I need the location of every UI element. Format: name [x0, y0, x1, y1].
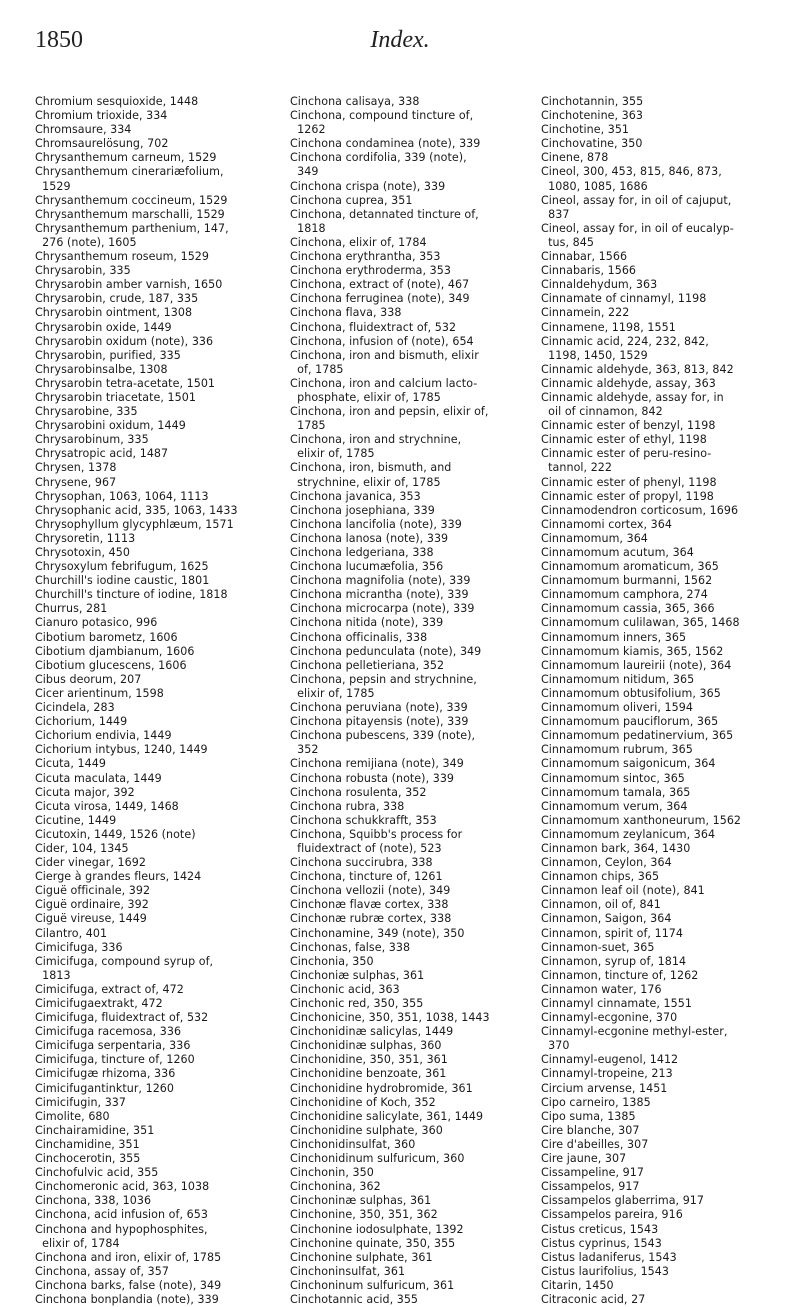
index-entry: Cinchonia, 350 — [290, 954, 374, 968]
index-entry: Cinnamon water, 176 — [541, 982, 662, 996]
index-entry: Cimolite, 680 — [35, 1109, 110, 1123]
index-column-2 — [290, 95, 530, 1307]
index-entry: Cinchonic acid, 363 — [290, 982, 400, 996]
index-entry: Cinchona pedunculata (note), 349 — [290, 644, 482, 658]
index-entry: Cinchona vellozii (note), 349 — [290, 884, 451, 898]
index-entry: Cistus creticus, 1543 — [541, 1222, 659, 1236]
index-entry: Chrysoretin, 1113 — [35, 531, 136, 545]
index-entry: Cimicifuga, compound syrup of, 1813 — [35, 954, 214, 982]
index-entry: Cianuro potasico, 996 — [35, 616, 158, 630]
index-entry: Chrysanthemum marschalli, 1529 — [35, 207, 225, 221]
index-entry: Cinene, 878 — [541, 151, 609, 165]
index-entry: Cibus deorum, 207 — [35, 672, 142, 686]
index-entry: Cinnaldehydum, 363 — [541, 278, 658, 292]
index-entry: Chrysanthemum cinerariæfolium, 1529 — [35, 165, 224, 193]
index-entry: Cinnamodendron corticosum, 1696 — [541, 503, 739, 517]
index-entry: Ciguë ordinaire, 392 — [35, 898, 149, 912]
index-entry: Cinchona lucumæfolia, 356 — [290, 560, 444, 574]
index-entry: Cicuta major, 392 — [35, 785, 135, 799]
index-entry: Chrysarobin, crude, 187, 335 — [35, 292, 199, 306]
index-entry: Cicuta virosa, 1449, 1468 — [35, 799, 179, 813]
index-entry: Ciguë vireuse, 1449 — [35, 912, 147, 926]
index-entry: Cibotium glucescens, 1606 — [35, 658, 187, 672]
index-entry: Cinchona erythrantha, 353 — [290, 250, 441, 264]
index-entry: Cibotium djambianum, 1606 — [35, 644, 195, 658]
index-entry: Cinchona schukkrafft, 353 — [290, 813, 437, 827]
index-entry: Cissampelos pareira, 916 — [541, 1208, 683, 1222]
index-entry: Cinchona condaminea (note), 339 — [290, 137, 481, 151]
index-entry: Cinnamein, 222 — [541, 306, 630, 320]
index-entry: Cinchofulvic acid, 355 — [35, 1166, 159, 1180]
index-entry: Cinchona pitayensis (note), 339 — [290, 715, 469, 729]
index-entry: Cinchona and iron, elixir of, 1785 — [35, 1250, 222, 1264]
index-entry: Cipo suma, 1385 — [541, 1109, 636, 1123]
index-entry: Cilantro, 401 — [35, 926, 108, 940]
index-entry: Chrysarobinsalbe, 1308 — [35, 362, 168, 376]
index-entry: Cinchona lanosa (note), 339 — [290, 531, 449, 545]
index-entry: Cimicifuga, fluidextract of, 532 — [35, 1011, 209, 1025]
index-entry: Cinchona microcarpa (note), 339 — [290, 602, 475, 616]
index-entry: Cinchonidine sulphate, 360 — [290, 1123, 443, 1137]
index-entry: Cinchona officinalis, 338 — [290, 630, 428, 644]
index-entry: Chromium sesquioxide, 1448 — [35, 95, 199, 108]
index-entry: Citarin, 1450 — [541, 1278, 614, 1292]
index-entry: Cinnamomum, 364 — [541, 531, 648, 545]
index-entry: Cinnabaris, 1566 — [541, 264, 637, 278]
index-entry: Cinnamene, 1198, 1551 — [541, 320, 676, 334]
index-entry: Cinchona pubescens, 339 (note), 352 — [290, 729, 476, 757]
index-entry: Cinnamic ester of peru-resino- tannol, 222 — [541, 447, 712, 475]
index-entry: Cinnamic ester of benzyl, 1198 — [541, 419, 716, 433]
index-entry: Cinchonidine, 350, 351, 361 — [290, 1053, 448, 1067]
index-entry: Chrysotoxin, 450 — [35, 546, 130, 559]
index-entry: Cimicifuga serpentaria, 336 — [35, 1039, 191, 1053]
index-entry: Cinchonine sulphate, 361 — [290, 1250, 433, 1264]
index-entry: Cinchotannic acid, 355 — [290, 1292, 419, 1306]
index-entry: Cinnamate of cinnamyl, 1198 — [541, 292, 707, 306]
index-entry: Chrysarobine, 335 — [35, 405, 138, 419]
index-entry: Cinchona peruviana (note), 339 — [290, 701, 468, 715]
index-entry: Cinchona, tincture of, 1261 — [290, 870, 443, 884]
index-entry: Cinchonidine salicylate, 361, 1449 — [290, 1109, 484, 1123]
index-entry: Chrysanthemum coccineum, 1529 — [35, 193, 228, 207]
index-entry: Cinnamomum acutum, 364 — [541, 546, 694, 559]
index-entry: Cinchona, infusion of (note), 654 — [290, 334, 474, 348]
index-entry: Cicuta, 1449 — [35, 757, 106, 771]
page-title: Index. — [370, 27, 430, 53]
index-entry: Cibotium barometz, 1606 — [35, 630, 178, 644]
index-entry: Cinchona cordifolia, 339 (note), 349 — [290, 151, 467, 179]
index-entry: Cinchonamine, 349 (note), 350 — [290, 926, 465, 940]
index-entry: Cinnamic acid, 224, 232, 842, 1198, 1450, 1529 — [541, 334, 709, 362]
index-entry: Cinnamic aldehyde, 363, 813, 842 — [541, 362, 734, 376]
index-entry: Chromsaurelösung, 702 — [35, 137, 169, 151]
index-entry: Cinnamomum xanthoneurum, 1562 — [541, 813, 742, 827]
index-entry: Cinchonine iodosulphate, 1392 — [290, 1222, 464, 1236]
index-entry: Chrysarobini oxidum, 1449 — [35, 419, 186, 433]
index-entry: Cinchona micrantha (note), 339 — [290, 588, 469, 602]
index-entry: Cierge à grandes fleurs, 1424 — [35, 870, 202, 884]
index-entry: Cichorium endivia, 1449 — [35, 729, 172, 743]
index-entry: Cinnamomi cortex, 364 — [541, 517, 672, 531]
index-entry: Chrysophanic acid, 335, 1063, 1433 — [35, 503, 238, 517]
index-entry: Cinchotenine, 363 — [541, 109, 643, 123]
index-entry: Cinnamon, spirit of, 1174 — [541, 926, 684, 940]
index-entry: Cicuta maculata, 1449 — [35, 771, 162, 785]
index-entry: Cinchona robusta (note), 339 — [290, 771, 455, 785]
page-number: 1850 — [35, 27, 83, 53]
index-entry: Cissampeline, 917 — [541, 1166, 644, 1180]
index-entry: Cimicifuga racemosa, 336 — [35, 1025, 182, 1039]
index-entry: Cicer arientinum, 1598 — [35, 686, 164, 700]
index-entry: Chromium trioxide, 334 — [35, 109, 168, 123]
index-entry: Cinnamon leaf oil (note), 841 — [541, 884, 705, 898]
index-entry: Chrysen, 1378 — [35, 461, 117, 475]
index-entry: Cicutoxin, 1449, 1526 (note) — [35, 827, 196, 841]
index-entry: Cinchotine, 351 — [541, 123, 630, 137]
index-entry: Cimicifuga, tincture of, 1260 — [35, 1053, 195, 1067]
index-entry: Cinchona, fluidextract of, 532 — [290, 320, 457, 334]
index-entry: Cinnamon, tincture of, 1262 — [541, 968, 699, 982]
index-entry: Cinchairamidine, 351 — [35, 1123, 155, 1137]
index-entry: Chrysanthemum roseum, 1529 — [35, 250, 210, 264]
index-column-1 — [35, 95, 275, 1307]
index-entry: Cinnamomum saigonicum, 364 — [541, 757, 716, 771]
index-entry: Cimicifugin, 337 — [35, 1095, 127, 1109]
index-entry: Cineol, 300, 453, 815, 846, 873, 1080, 1085, 1686 — [541, 165, 722, 193]
index-entry: Cinchona lancifolia (note), 339 — [290, 517, 462, 531]
index-entry: Cinnamon, oil of, 841 — [541, 898, 661, 912]
index-entry: Cinnamomum tamala, 365 — [541, 785, 691, 799]
index-entry: Cinchona pelletieriana, 352 — [290, 658, 445, 672]
index-entry: Cinchona calisaya, 338 — [290, 95, 420, 108]
index-entry: Cinchona flava, 338 — [290, 306, 402, 320]
index-entry: Cinchona, compound tincture of, 1262 — [290, 109, 474, 137]
index-entry: Cinnamomum cassia, 365, 366 — [541, 602, 715, 616]
index-entry: Cinchona, acid infusion of, 653 — [35, 1208, 208, 1222]
index-entry: Cinchonidinum sulfuricum, 360 — [290, 1152, 465, 1166]
index-entry: Cimicifuga, 336 — [35, 940, 123, 954]
index-entry: Cinchona barks, false (note), 349 — [35, 1278, 222, 1292]
index-entry: Cinchonidinæ salicylas, 1449 — [290, 1025, 454, 1039]
index-entry: Cinnamomum sintoc, 365 — [541, 771, 685, 785]
index-entry: Cichorium, 1449 — [35, 715, 128, 729]
index-entry: Cinchona, detannated tincture of, 1818 — [290, 207, 479, 235]
index-entry: Cimicifuga, extract of, 472 — [35, 982, 184, 996]
index-entry: Chrysarobin oxidum (note), 336 — [35, 334, 214, 348]
index-entry: Cinchonine, 350, 351, 362 — [290, 1208, 438, 1222]
index-entry: Cinchamidine, 351 — [35, 1137, 140, 1151]
index-entry: Cinnamon-suet, 365 — [541, 940, 655, 954]
index-entry: Cinchona javanica, 353 — [290, 489, 421, 503]
index-entry: Cinchoninæ sulphas, 361 — [290, 1194, 432, 1208]
index-entry: Chrysarobin, purified, 335 — [35, 348, 181, 362]
index-entry: Chrysarobin oxide, 1449 — [35, 320, 172, 334]
index-entry: Cinnamomum rubrum, 365 — [541, 743, 693, 757]
index-entry: Cinchonin, 350 — [290, 1166, 374, 1180]
index-entry: Cinnamomum inners, 365 — [541, 630, 687, 644]
index-entry: Circium arvense, 1451 — [541, 1081, 668, 1095]
index-entry: Cinnamomum pedatinervium, 365 — [541, 729, 734, 743]
index-entry: Cinchonina, 362 — [290, 1180, 381, 1194]
index-entry: Chrysatropic acid, 1487 — [35, 447, 169, 461]
index-entry: Cinchona, extract of (note), 467 — [290, 278, 470, 292]
index-entry: Cinchomeronic acid, 363, 1038 — [35, 1180, 210, 1194]
index-entry: Chrysophyllum glycyphlæum, 1571 — [35, 517, 234, 531]
index-entry: Chrysarobin tetra-acetate, 1501 — [35, 376, 216, 390]
index-entry: Cinnamomum burmanni, 1562 — [541, 574, 713, 588]
index-entry: Cinchona josephiana, 339 — [290, 503, 435, 517]
index-entry: Cinnamyl-ecgonine methyl-ester, 370 — [541, 1025, 728, 1053]
index-entry: Cinnamomum aromaticum, 365 — [541, 560, 719, 574]
index-entry: Cinchonidinæ sulphas, 360 — [290, 1039, 442, 1053]
index-column-3 — [541, 95, 781, 1307]
index-entry: Churchill's tincture of iodine, 1818 — [35, 588, 228, 602]
index-entry: Churchill's iodine caustic, 1801 — [35, 574, 210, 588]
index-entry: Cinnamomum laureirii (note), 364 — [541, 658, 732, 672]
index-entry: Cicindela, 283 — [35, 701, 115, 715]
index-entry: Cinnamomum verum, 364 — [541, 799, 688, 813]
index-entry: Cinnamyl-eugenol, 1412 — [541, 1053, 679, 1067]
index-entry: Cistus laurifolius, 1543 — [541, 1264, 670, 1278]
index-entry: Cichorium intybus, 1240, 1449 — [35, 743, 208, 757]
index-entry: Cinnamic aldehyde, assay for, in oil of cinnamon, 842 — [541, 390, 724, 419]
index-entry: Cinchonidinsulfat, 360 — [290, 1137, 416, 1151]
index-entry: Cimicifugæ rhizoma, 336 — [35, 1067, 176, 1081]
index-entry: Cire jaune, 307 — [541, 1152, 627, 1166]
index-entry: Cinchona and hypophosphites, elixir of, 1784 — [35, 1222, 208, 1250]
index-entry: Cistus ladaniferus, 1543 — [541, 1250, 677, 1264]
index-entry: Cistus cyprinus, 1543 — [541, 1236, 662, 1250]
index-entry: Cinnamomum camphora, 274 — [541, 588, 708, 602]
index-entry: Cinchonidine benzoate, 361 — [290, 1067, 447, 1081]
index-entry: Cinchona, assay of, 357 — [35, 1264, 169, 1278]
index-entry: Cinnamomum culilawan, 365, 1468 — [541, 616, 740, 630]
index-entry: Cinnabar, 1566 — [541, 250, 628, 264]
index-entry: Cinchona, iron, bismuth, and strychnine, elixir of, 1785 — [290, 461, 452, 489]
index-entry: Chrysanthemum parthenium, 147, 276 (note), 1605 — [35, 221, 229, 249]
index-entry: Cider vinegar, 1692 — [35, 856, 146, 870]
index-entry: Cinchona ferruginea (note), 349 — [290, 292, 470, 306]
index-entry: Cider, 104, 1345 — [35, 841, 129, 855]
index-entry: Cissampelos glaberrima, 917 — [541, 1194, 705, 1208]
index-entry: Cimicifugaextrakt, 472 — [35, 997, 163, 1010]
index-entry: Cinchoninsulfat, 361 — [290, 1264, 406, 1278]
index-entry: Cinchona, iron and pepsin, elixir of, 1785 — [290, 405, 489, 433]
index-entry: Cinnamomum oliveri, 1594 — [541, 701, 693, 715]
index-entry: Chrysarobin ointment, 1308 — [35, 306, 193, 320]
index-entry: Cinchonic red, 350, 355 — [290, 997, 424, 1010]
index-entry: Cinnamon bark, 364, 1430 — [541, 841, 691, 855]
index-entry: Cicutine, 1449 — [35, 813, 117, 827]
index-entry: Cire d'abeilles, 307 — [541, 1137, 649, 1151]
index-entry: Cinnamon, syrup of, 1814 — [541, 954, 687, 968]
index-entry: Cinchonæ rubræ cortex, 338 — [290, 912, 452, 926]
index-entry: Cinchona rosulenta, 352 — [290, 785, 427, 799]
index-entry: Chrysophan, 1063, 1064, 1113 — [35, 489, 209, 503]
index-entry: Cinchonine quinate, 350, 355 — [290, 1236, 456, 1250]
index-entry: Cinchona, iron and strychnine, elixir of, 1785 — [290, 433, 462, 461]
index-entry: Churrus, 281 — [35, 602, 108, 616]
index-entry: Cissampelos, 917 — [541, 1180, 640, 1194]
index-entry: Cinnamomum zeylanicum, 364 — [541, 827, 716, 841]
index-entry: Cinchonas, false, 338 — [290, 940, 411, 954]
index-entry: Cinchona rubra, 338 — [290, 799, 405, 813]
index-entry: Cinchona bonplandia (note), 339 — [35, 1292, 219, 1306]
index-entry: Cinchonidine of Koch, 352 — [290, 1095, 436, 1109]
index-entry: Cipo carneiro, 1385 — [541, 1095, 651, 1109]
index-entry: Cinchona remijiana (note), 349 — [290, 757, 464, 771]
index-entry: Chrysarobinum, 335 — [35, 433, 149, 447]
index-entry: Cinnamon, Saigon, 364 — [541, 912, 672, 926]
index-entry: Cinnamon, Ceylon, 364 — [541, 856, 672, 870]
index-entry: Cinnamyl cinnamate, 1551 — [541, 997, 692, 1010]
index-entry: Cinnamyl-tropeine, 213 — [541, 1067, 673, 1081]
index-entry: Cinnamomum pauciflorum, 365 — [541, 715, 719, 729]
index-entry: Cinchoninum sulfuricum, 361 — [290, 1278, 455, 1292]
index-entry: Cinnamyl-ecgonine, 370 — [541, 1011, 678, 1025]
index-entry: Chrysanthemum carneum, 1529 — [35, 151, 217, 165]
index-entry: Cinchona crispa (note), 339 — [290, 179, 446, 193]
index-entry: Ciguë officinale, 392 — [35, 884, 151, 898]
index-entry: Cinchona ledgeriana, 338 — [290, 546, 434, 559]
index-entry: Cinnamomum obtusifolium, 365 — [541, 686, 721, 700]
index-entry: Cinchona, pepsin and strychnine, elixir of, 1785 — [290, 672, 477, 700]
index-entry: Cinchona nitida (note), 339 — [290, 616, 444, 630]
index-entry: Cinchotannin, 355 — [541, 95, 644, 108]
index-entry: Cinnamic aldehyde, assay, 363 — [541, 376, 716, 390]
index-entry: Cinchoniæ sulphas, 361 — [290, 968, 425, 982]
index-entry: Cinnamomum kiamis, 365, 1562 — [541, 644, 724, 658]
index-entry: Cinchonæ flavæ cortex, 338 — [290, 898, 449, 912]
index-entry: Cinchona cuprea, 351 — [290, 193, 413, 207]
index-entry: Chrysene, 967 — [35, 475, 117, 489]
index-entry: Cinnamic ester of propyl, 1198 — [541, 489, 714, 503]
index-entry: Cinchona, elixir of, 1784 — [290, 235, 427, 249]
index-entry: Chromsaure, 334 — [35, 123, 132, 137]
index-entry: Cinnamic ester of ethyl, 1198 — [541, 433, 707, 447]
index-entry: Cinchonidine hydrobromide, 361 — [290, 1081, 473, 1095]
index-entry: Chrysarobin triacetate, 1501 — [35, 390, 196, 404]
index-entry: Cinchona, 338, 1036 — [35, 1194, 152, 1208]
index-entry: Chrysarobin, 335 — [35, 264, 131, 278]
index-entry: Cinnamon chips, 365 — [541, 870, 660, 884]
index-entry: Cinchona, iron and bismuth, elixir of, 1785 — [290, 348, 479, 376]
index-entry: Cineol, assay for, in oil of cajuput, 837 — [541, 193, 732, 221]
index-entry: Cinnamic ester of phenyl, 1198 — [541, 475, 717, 489]
index-entry: Cinchona magnifolia (note), 339 — [290, 574, 471, 588]
index-entry: Cinchonicine, 350, 351, 1038, 1443 — [290, 1011, 490, 1025]
index-entry: Cimicifugantinktur, 1260 — [35, 1081, 175, 1095]
index-entry: Cinchovatine, 350 — [541, 137, 643, 151]
index-entry: Cinchona erythroderma, 353 — [290, 264, 451, 278]
index-entry: Cire blanche, 307 — [541, 1123, 640, 1137]
index-entry: Cinchona succirubra, 338 — [290, 856, 433, 870]
page-header — [0, 0, 800, 90]
index-entry: Cinchona, Squibb's process for fluidextract of (note), 523 — [290, 827, 463, 855]
index-entry: Cinnamomum nitidum, 365 — [541, 672, 695, 686]
index-entry: Chrysoxylum febrifugum, 1625 — [35, 560, 209, 574]
index-entry: Cinchocerotin, 355 — [35, 1152, 141, 1166]
index-entry: Cineol, assay for, in oil of eucalyp- tus, 845 — [541, 221, 734, 249]
index-entry: Cinchona, iron and calcium lacto- phosphate, elixir of, 1785 — [290, 376, 478, 404]
index-entry: Citraconic acid, 27 — [541, 1292, 646, 1306]
index-entry: Chrysarobin amber varnish, 1650 — [35, 278, 223, 292]
